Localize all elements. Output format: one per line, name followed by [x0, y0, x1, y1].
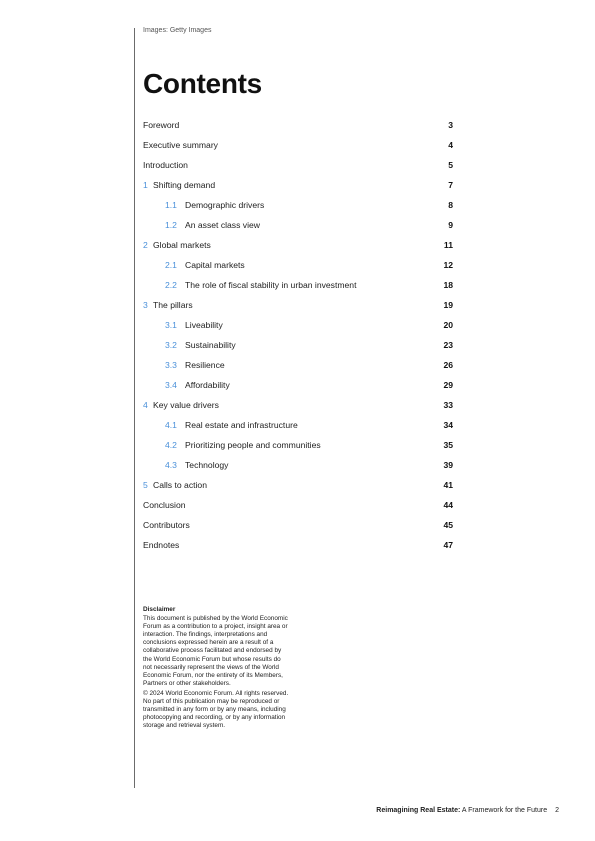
toc-entry-page: 9: [448, 220, 453, 230]
toc-entry-label: Executive summary: [143, 140, 218, 150]
toc-entry[interactable]: [143, 515, 453, 535]
toc-entry-number: 3.1: [165, 320, 177, 330]
disclaimer: [143, 606, 291, 732]
toc-entry[interactable]: [143, 335, 453, 355]
toc-entry-page: 47: [443, 540, 453, 550]
toc-entry-page: 7: [448, 180, 453, 190]
toc-entry-label: Endnotes: [143, 540, 180, 550]
toc-entry[interactable]: [143, 535, 453, 555]
toc-entry[interactable]: [143, 155, 453, 175]
left-vertical-rule: [134, 28, 135, 788]
toc-entry-label: An asset class view: [185, 220, 260, 230]
toc-entry-number: 4.2: [165, 440, 177, 450]
toc-entry-number: 4.1: [165, 420, 177, 430]
toc-entry-page: 26: [443, 360, 453, 370]
toc-entry-number: 3.2: [165, 340, 177, 350]
toc-entry-label: Affordability: [185, 380, 230, 390]
toc-entry-page: 29: [443, 380, 453, 390]
toc-entry[interactable]: [143, 295, 453, 315]
toc-entry-page: 5: [448, 160, 453, 170]
toc-entry-label: Conclusion: [143, 500, 186, 510]
page-title: Contents: [143, 68, 262, 99]
toc-entry[interactable]: [143, 475, 453, 495]
toc-entry-label: Key value drivers: [153, 400, 219, 410]
toc-entry[interactable]: [143, 415, 453, 435]
table-of-contents: [143, 115, 453, 555]
toc-entry-label: The pillars: [153, 300, 193, 310]
toc-entry-label: Real estate and infrastructure: [185, 420, 298, 430]
toc-entry-number: 2.1: [165, 260, 177, 270]
toc-entry-label: Calls to action: [153, 480, 207, 490]
toc-entry-page: 12: [443, 260, 453, 270]
toc-entry-page: 19: [443, 300, 453, 310]
toc-entry-page: 45: [443, 520, 453, 530]
toc-entry[interactable]: [143, 375, 453, 395]
toc-entry[interactable]: [143, 355, 453, 375]
toc-entry-number: 3.3: [165, 360, 177, 370]
toc-entry-number: 5: [143, 480, 148, 490]
toc-entry-number: 3.4: [165, 380, 177, 390]
toc-entry-page: 34: [443, 420, 453, 430]
toc-entry-label: Contributors: [143, 520, 190, 530]
toc-entry-label: Technology: [185, 460, 229, 470]
disclaimer-heading: Disclaimer: [143, 606, 176, 613]
toc-entry-page: 4: [448, 140, 453, 150]
toc-entry-page: 44: [443, 500, 453, 510]
toc-entry[interactable]: [143, 455, 453, 475]
toc-entry-label: Liveability: [185, 320, 223, 330]
footer-title-bold: Reimagining Real Estate:: [376, 807, 461, 814]
toc-entry[interactable]: [143, 255, 453, 275]
toc-entry-number: 3: [143, 300, 148, 310]
toc-entry-page: 39: [443, 460, 453, 470]
toc-entry-label: Foreword: [143, 120, 180, 130]
toc-entry[interactable]: [143, 395, 453, 415]
toc-entry-number: 4.3: [165, 460, 177, 470]
toc-entry[interactable]: [143, 235, 453, 255]
toc-entry[interactable]: [143, 275, 453, 295]
toc-entry-number: 1: [143, 180, 148, 190]
toc-entry-label: Shifting demand: [153, 180, 216, 190]
toc-entry-label: Global markets: [153, 240, 211, 250]
toc-entry-page: 35: [443, 440, 453, 450]
toc-entry-page: 11: [443, 240, 453, 250]
toc-entry-page: 8: [448, 200, 453, 210]
toc-entry[interactable]: [143, 135, 453, 155]
toc-entry-label: Prioritizing people and communities: [185, 440, 321, 450]
toc-entry-label: The role of fiscal stability in urban investment: [185, 280, 357, 290]
toc-entry-number: 1.1: [165, 200, 177, 210]
toc-entry-label: Sustainability: [185, 340, 236, 350]
toc-entry-label: Demographic drivers: [185, 200, 265, 210]
toc-entry-label: Resilience: [185, 360, 225, 370]
image-credit: Images: Getty Images: [143, 27, 212, 34]
toc-entry-number: 2.2: [165, 280, 177, 290]
page-footer: [376, 807, 559, 814]
toc-entry-page: 20: [443, 320, 453, 330]
toc-entry-number: 2: [143, 240, 148, 250]
toc-entry[interactable]: [143, 435, 453, 455]
toc-entry-page: 3: [448, 120, 453, 130]
toc-entry-number: 4: [143, 400, 148, 410]
toc-entry-page: 33: [443, 400, 453, 410]
toc-entry-number: 1.2: [165, 220, 177, 230]
footer-title-rest: A Framework for the Future: [460, 807, 548, 814]
toc-entry[interactable]: [143, 115, 453, 135]
disclaimer-copyright: © 2024 World Economic Forum. All rights reserved. No part of this publication may be reproduced or transmitted in any form or by any means, including photocopying and recording, or by any information storage and retrieval system.: [143, 689, 289, 730]
toc-entry[interactable]: [143, 315, 453, 335]
toc-entry-page: 18: [443, 280, 453, 290]
toc-entry[interactable]: [143, 195, 453, 215]
toc-entry[interactable]: [143, 175, 453, 195]
toc-entry-page: 41: [443, 480, 453, 490]
disclaimer-body: This document is published by the World Economic Forum as a contribution to a project, insight area or interaction. The findings, interpretations and conclusions expressed herein are a result of a collaborative process facilitated and endorsed by the World Economic Forum but whose results do not necessarily represent the views of the World Economic Forum, nor the entirety of its Members, Partners or other stakeholders.: [143, 615, 288, 687]
toc-entry-page: 23: [443, 340, 453, 350]
toc-entry[interactable]: [143, 215, 453, 235]
toc-entry-label: Introduction: [143, 160, 188, 170]
toc-entry-label: Capital markets: [185, 260, 245, 270]
toc-entry[interactable]: [143, 495, 453, 515]
footer-page-number: 2: [555, 807, 559, 814]
